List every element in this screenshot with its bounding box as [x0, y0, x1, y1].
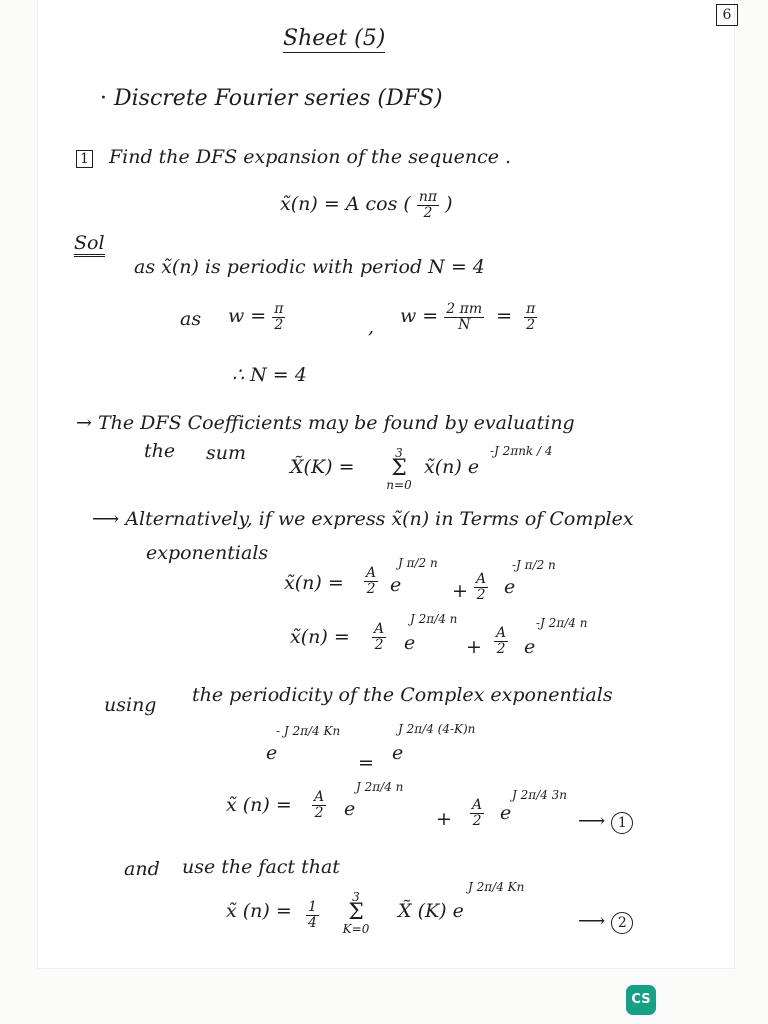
omega-equation-1 [228, 302, 285, 332]
dfs-coefficient-formula [290, 456, 355, 478]
periodicity-exp-left: - J 2π/4 Kn [276, 724, 341, 738]
sheet-title [283, 26, 385, 51]
dfs-sum-upper: 3 [395, 446, 403, 460]
as-word: as [180, 308, 202, 330]
sum-word: sum [206, 442, 247, 464]
alternative-text: Alternatively, if we express x̃(n) in Terms of Complex [125, 508, 634, 530]
inverse-dfs-frac [306, 900, 319, 930]
therefore-line: ∴ N = 4 [232, 364, 307, 386]
right-arrow-icon: ⟶ [92, 508, 120, 530]
frac-den: 2 [472, 812, 482, 829]
periodicity-equals: = [358, 752, 374, 774]
problem-line [76, 146, 511, 168]
sequence-fraction-den: 2 [423, 204, 433, 221]
inverse-dfs-sum [338, 890, 374, 936]
euler-equation-2-frac-b [494, 626, 508, 656]
frac-den: 2 [314, 804, 324, 821]
frac-num: A [496, 625, 507, 641]
and-word: and [124, 858, 160, 880]
equation-2-number: 2 [611, 912, 633, 934]
equation-1-frac-a [312, 790, 326, 820]
inverse-sum-lower: K=0 [342, 922, 370, 936]
frac-num: A [366, 565, 377, 581]
comma: , [368, 316, 375, 338]
dfs-sum [384, 446, 414, 492]
right-arrow-icon: → [76, 412, 92, 434]
frac-den: 2 [496, 640, 506, 657]
dfs-exponent: -J 2πnk / 4 [490, 444, 553, 458]
euler-equation-1-lhs: x̃(n) = [284, 572, 344, 594]
euler-equation-2-frac-a [372, 622, 386, 652]
equation-1-exp-2: J 2π/4 3n [512, 788, 568, 802]
sequence-rhs: ) [445, 193, 453, 216]
problem-statement: Find the DFS expansion of the sequence . [108, 146, 512, 168]
frac-den: 2 [374, 636, 384, 653]
plus-sign: + [466, 636, 482, 658]
omega-equation-2 [400, 302, 537, 332]
inverse-sum-upper: 3 [352, 890, 360, 904]
inverse-dfs-lhs: x̃ (n) = [226, 900, 292, 922]
frac-num: A [476, 571, 487, 587]
frac-num: A [374, 621, 385, 637]
euler-equation-1-frac-b [474, 572, 488, 602]
equation-2-ref [578, 910, 633, 934]
solution-label-text: Sol [74, 232, 105, 257]
omega-fraction-2 [444, 302, 484, 332]
omega-fraction-3-num: π [526, 301, 536, 317]
plus-sign: + [452, 580, 468, 602]
frac-num: A [472, 797, 483, 813]
omega-fraction-1 [272, 302, 285, 332]
dfs-lhs: X̃(K) = [290, 456, 355, 478]
omega-lhs-1: w = [228, 305, 267, 328]
dfs-sum-sign: Σ [391, 456, 407, 481]
using-word: using [104, 694, 157, 716]
euler-exp-3: J 2π/4 n [410, 612, 458, 626]
euler-e-3: e [404, 632, 416, 654]
frac-num: A [314, 789, 325, 805]
coefficients-text: The DFS Coefficients may be found by evaluating [97, 412, 575, 434]
equation-1-lhs: x̃ (n) = [226, 794, 292, 816]
euler-exp-2: -J π/2 n [512, 558, 556, 572]
periodicity-e-right: e [392, 742, 404, 764]
omega-fraction-2-num: 2 πm [446, 301, 483, 317]
page-number-box: 6 [716, 4, 738, 26]
omega-fraction-1-num: π [274, 301, 284, 317]
long-arrow-icon: ⟶ [578, 910, 606, 932]
frac-num: 1 [308, 899, 317, 915]
euler-equation-2-lhs: x̃(n) = [290, 626, 350, 648]
section-heading-bullet: · [100, 86, 107, 111]
problem-number-box: 1 [76, 150, 93, 168]
inverse-sum-sign: Σ [348, 900, 364, 925]
alternative-line [92, 508, 634, 530]
sequence-equation [280, 190, 453, 220]
omega-equals: = [496, 305, 513, 328]
exponentials-word: exponentials [146, 542, 269, 564]
euler-exp-4: -J 2π/4 n [536, 616, 588, 630]
section-heading-text: Discrete Fourier series (DFS) [114, 86, 443, 111]
the-word: the [144, 440, 176, 462]
section-heading [100, 86, 443, 111]
equation-1-number: 1 [611, 812, 633, 834]
euler-e-2: e [504, 576, 516, 598]
plus-sign: + [436, 808, 452, 830]
inverse-dfs-exponent: J 2π/4 Kn [468, 880, 525, 894]
euler-equation-1-frac-a [364, 566, 378, 596]
frac-den: 2 [366, 580, 376, 597]
periodic-line: as x̃(n) is periodic with period N = 4 [134, 256, 485, 278]
periodicity-exp-right: J 2π/4 (4-K)n [398, 722, 476, 736]
euler-e-1: e [390, 574, 402, 596]
dfs-sum-lower: n=0 [386, 478, 412, 492]
dfs-term: x̃(n) e [424, 456, 480, 478]
equation-1-frac-b [470, 798, 484, 828]
camscanner-logo: CS [626, 985, 656, 1015]
sheet-title-text: Sheet (5) [283, 26, 386, 51]
coefficients-line [76, 412, 575, 434]
periodicity-e-left: e [266, 742, 278, 764]
sequence-fraction-num: nπ [418, 189, 438, 205]
omega-fraction-3-den: 2 [526, 316, 536, 333]
sequence-lhs: x̃(n) = A cos ( [280, 193, 411, 216]
frac-den: 2 [476, 586, 486, 603]
omega-fraction-1-den: 2 [274, 316, 284, 333]
long-arrow-icon: ⟶ [578, 810, 606, 832]
use-fact-line: use the fact that [182, 856, 340, 878]
omega-fraction-3 [524, 302, 537, 332]
omega-fraction-2-den: N [458, 316, 471, 333]
solution-label [74, 232, 105, 254]
euler-e-4: e [524, 636, 536, 658]
equation-1-e-2: e [500, 802, 512, 824]
euler-exp-1: J π/2 n [398, 556, 438, 570]
periodicity-line: the periodicity of the Complex exponentials [192, 684, 613, 706]
inverse-dfs-term: X̃ (K) e [398, 900, 464, 922]
equation-1-ref [578, 810, 633, 834]
sequence-fraction [417, 190, 439, 220]
equation-1-exp-1: J 2π/4 n [356, 780, 404, 794]
omega-lhs-2: w = [400, 305, 439, 328]
equation-1-e-1: e [344, 798, 356, 820]
frac-den: 4 [308, 914, 317, 931]
